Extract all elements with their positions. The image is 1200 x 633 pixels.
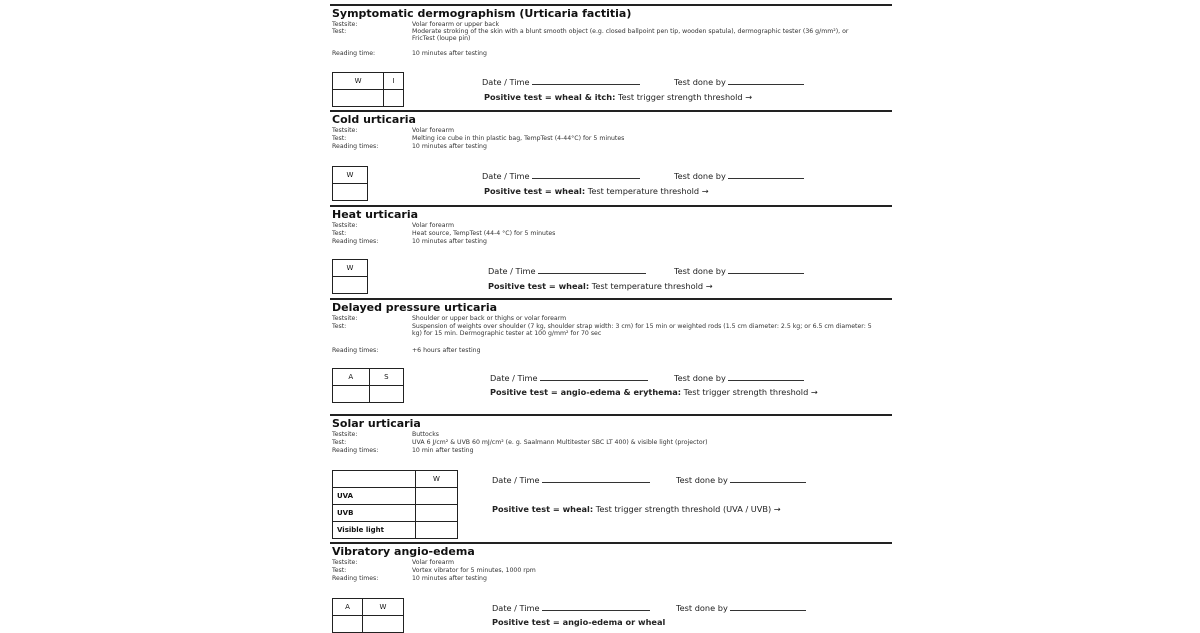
section-title: Solar urticaria bbox=[332, 417, 421, 430]
section-title: Vibratory angio-edema bbox=[332, 545, 475, 558]
test-row: Test: Vortex vibrator for 5 minutes, 1000 rpm bbox=[332, 567, 536, 574]
section-rule bbox=[330, 542, 892, 544]
testsite-row: Testsite: Buttocks bbox=[332, 431, 440, 438]
test-done-by-field: Test done by bbox=[674, 170, 804, 181]
section-title: Delayed pressure urticaria bbox=[332, 301, 498, 314]
result-cell[interactable] bbox=[333, 277, 368, 294]
date-time-blank[interactable] bbox=[538, 265, 646, 274]
section-rule bbox=[330, 205, 892, 207]
grid-row-label: UVB bbox=[333, 505, 416, 522]
result-grid: A W bbox=[332, 598, 404, 633]
section-dermographism bbox=[330, 4, 892, 112]
section-heat-urticaria bbox=[330, 205, 892, 300]
result-cell[interactable] bbox=[416, 488, 458, 505]
test-done-by-field: Test done by bbox=[676, 474, 806, 485]
test-done-by-blank[interactable] bbox=[728, 170, 804, 179]
testsite-row: Testsite: Volar forearm bbox=[332, 127, 454, 134]
section-title: Cold urticaria bbox=[332, 113, 416, 126]
test-row: Test: Heat source, TempTest (44-4 °C) for 5 minutes bbox=[332, 230, 556, 237]
testsite-row: Testsite: Shoulder or upper back or thighs or volar forearm bbox=[332, 315, 567, 322]
testsite-row: Testsite: Volar forearm or upper back bbox=[332, 21, 500, 28]
result-cell[interactable] bbox=[333, 90, 384, 107]
section-title: Symptomatic dermographism (Urticaria factitia) bbox=[332, 7, 632, 20]
test-row: Test: UVA 6 J/cm² & UVB 60 mJ/cm² (e. g. Saalmann Multitester SBC LT 400) & visible light (projector) bbox=[332, 439, 708, 446]
date-time-field: Date / Time bbox=[488, 265, 646, 276]
result-cell[interactable] bbox=[384, 90, 404, 107]
section-rule bbox=[330, 4, 892, 6]
section-title: Heat urticaria bbox=[332, 208, 419, 221]
test-done-by-field: Test done by bbox=[674, 265, 804, 276]
positive-test-note: Positive test = wheal: Test temperature threshold → bbox=[488, 281, 713, 291]
grid-row-label: UVA bbox=[333, 488, 416, 505]
reading-row: Reading times: 10 minutes after testing bbox=[332, 143, 487, 150]
positive-test-note: Positive test = wheal: Test trigger strength threshold (UVA / UVB) → bbox=[492, 504, 781, 514]
test-done-by-blank[interactable] bbox=[730, 474, 806, 483]
date-time-field: Date / Time bbox=[482, 76, 640, 87]
grid-row-label: Visible light bbox=[333, 522, 416, 539]
test-done-by-field: Test done by bbox=[674, 76, 804, 87]
test-done-by-blank[interactable] bbox=[730, 602, 806, 611]
result-grid: W bbox=[332, 166, 368, 201]
positive-test-note: Positive test = wheal: Test temperature threshold → bbox=[484, 186, 709, 196]
result-cell[interactable] bbox=[333, 616, 363, 633]
result-cell[interactable] bbox=[416, 505, 458, 522]
result-cell[interactable] bbox=[333, 386, 370, 403]
result-cell[interactable] bbox=[333, 184, 368, 201]
positive-test-note: Positive test = angio-edema or wheal bbox=[492, 617, 666, 627]
date-time-field: Date / Time bbox=[492, 602, 650, 613]
reading-row: Reading time: 10 minutes after testing bbox=[332, 50, 487, 57]
test-row: Test: Melting ice cube in thin plastic bag, TempTest (4-44°C) for 5 minutes bbox=[332, 135, 625, 142]
date-time-blank[interactable] bbox=[532, 170, 640, 179]
result-cell[interactable] bbox=[369, 386, 403, 403]
test-done-by-blank[interactable] bbox=[728, 76, 804, 85]
date-time-field: Date / Time bbox=[492, 474, 650, 485]
test-done-by-blank[interactable] bbox=[728, 372, 804, 381]
section-cold-urticaria bbox=[330, 110, 892, 208]
reading-row: Reading times: +6 hours after testing bbox=[332, 347, 481, 354]
date-time-field: Date / Time bbox=[490, 372, 648, 383]
test-row: Test: Moderate stroking of the skin with a blunt smooth object (e.g. closed ballpoint pen tip, wooden spatula), dermographic tester (36 g/mm²), or FricTest (loupe pin) bbox=[332, 28, 849, 42]
result-grid: W I bbox=[332, 72, 404, 107]
test-done-by-blank[interactable] bbox=[728, 265, 804, 274]
result-cell[interactable] bbox=[363, 616, 404, 633]
date-time-blank[interactable] bbox=[542, 474, 650, 483]
section-rule bbox=[330, 414, 892, 416]
testsite-row: Testsite: Volar forearm bbox=[332, 222, 454, 229]
test-done-by-field: Test done by bbox=[674, 372, 804, 383]
result-cell[interactable] bbox=[416, 522, 458, 539]
date-time-blank[interactable] bbox=[532, 76, 640, 85]
date-time-blank[interactable] bbox=[540, 372, 648, 381]
result-grid: A S bbox=[332, 368, 404, 403]
testsite-row: Testsite: Volar forearm bbox=[332, 559, 454, 566]
test-done-by-field: Test done by bbox=[676, 602, 806, 613]
positive-test-note: Positive test = angio-edema & erythema: Test trigger strength threshold → bbox=[490, 387, 818, 397]
test-row: Test: Suspension of weights over shoulder (7 kg, shoulder strap width: 3 cm) for 15 min or weighted rods (1.5 cm diameter: 2.5 kg; or 6.5 cm diameter: 5 kg) for 15 min. Dermographic tester at 100 g/mm² for 70 sec bbox=[332, 323, 872, 337]
reading-row: Reading times: 10 minutes after testing bbox=[332, 238, 487, 245]
section-solar-urticaria bbox=[330, 414, 892, 542]
section-rule bbox=[330, 298, 892, 300]
date-time-blank[interactable] bbox=[542, 602, 650, 611]
section-delayed-pressure-urticaria bbox=[330, 298, 892, 414]
section-vibratory-angio-edema bbox=[330, 542, 892, 628]
reading-row: Reading times: 10 minutes after testing bbox=[332, 575, 487, 582]
urticaria-test-form bbox=[330, 0, 892, 628]
solar-result-grid: W UVA UVB Visible light bbox=[332, 470, 458, 539]
result-grid: W bbox=[332, 259, 368, 294]
reading-row: Reading times: 10 min after testing bbox=[332, 447, 474, 454]
date-time-field: Date / Time bbox=[482, 170, 640, 181]
positive-test-note: Positive test = wheal & itch: Test trigger strength threshold → bbox=[484, 92, 753, 102]
section-rule bbox=[330, 110, 892, 112]
